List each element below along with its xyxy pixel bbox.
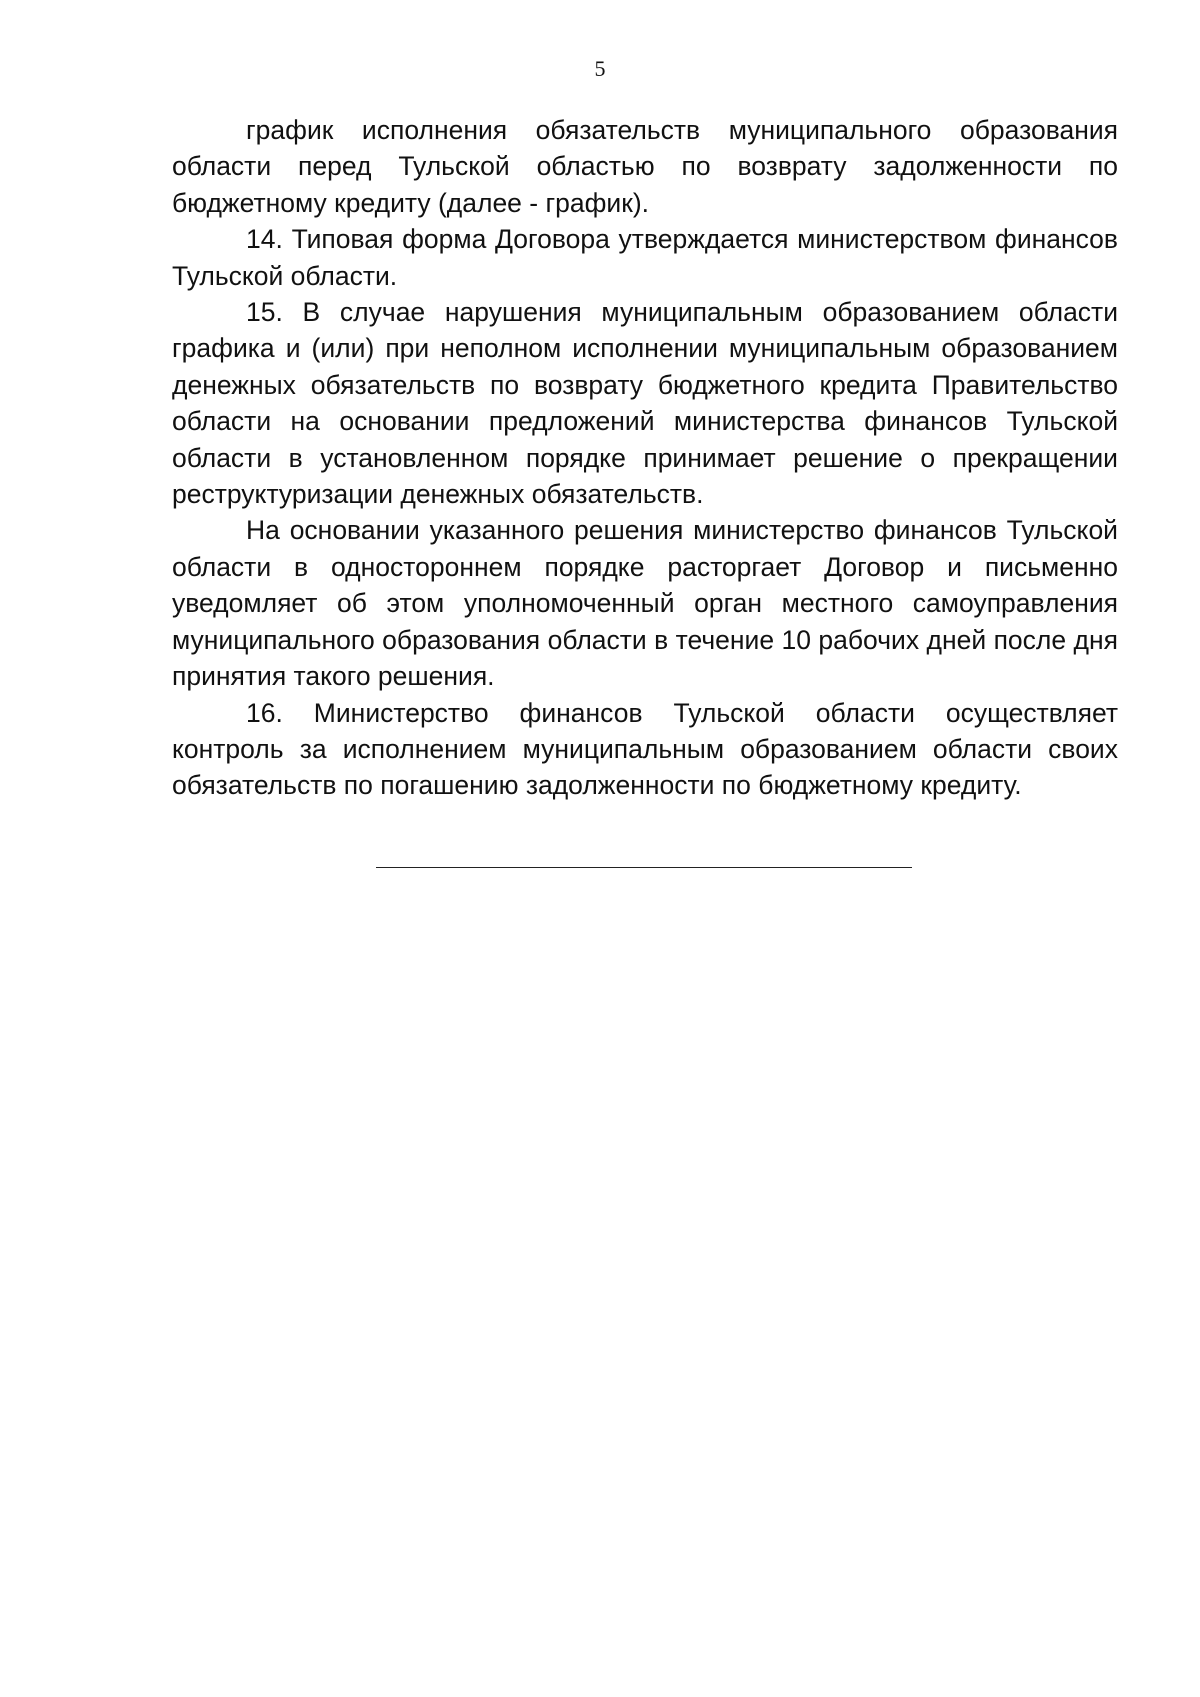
end-separator-line <box>376 867 912 868</box>
document-body <box>172 112 1118 804</box>
paragraph-16: 16. Министерство финансов Тульской области осуществляет контроль за исполнением муниципальным образованием области своих обязательств по погашению задолженности по бюджетному кредиту. <box>172 697 1118 801</box>
paragraph-repayment-schedule: график исполнения обязательств муниципального образования области перед Тульской областью по возврату задолженности по бюджетному кредиту (далее - график). <box>172 115 1118 218</box>
paragraph-14: 14. Типовая форма Договора утверждается министерством финансов Тульской области. <box>172 224 1118 291</box>
page-number: 5 <box>594 56 606 81</box>
paragraph-15: 15. В случае нарушения муниципальным образованием области графика и (или) при неполном исполнении муниципальным образованием денежных обязательств по возврату бюджетного кредита Правительство области на основании предложений министерства финансов Тульской области в установленном порядке принимает решение о прекращении реструктуризации денежных обязательств. <box>172 297 1118 510</box>
paragraph-15-continued: На основании указанного решения министерство финансов Тульской области в одностороннем порядке расторгает Договор и письменно уведомляет об этом уполномоченный орган местного самоуправления муниципального образования области в течение 10 рабочих дней после дня принятия такого решения. <box>172 515 1118 692</box>
